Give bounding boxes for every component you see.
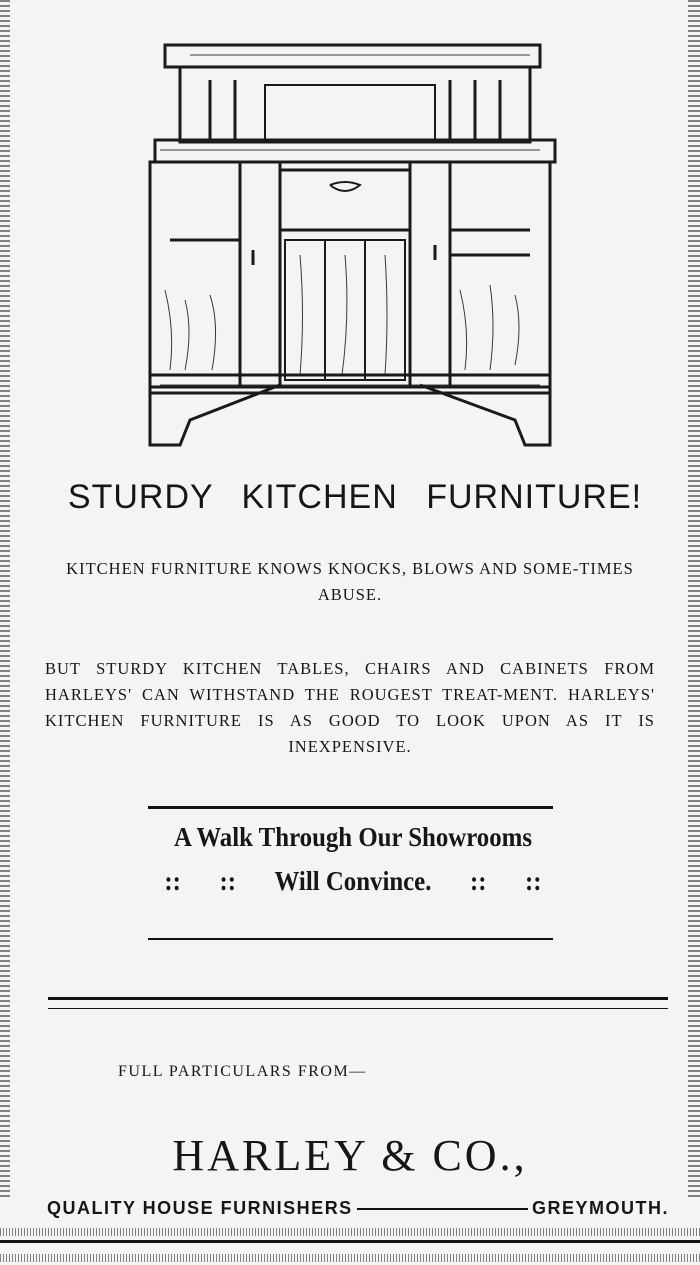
tagline-left: QUALITY HOUSE FURNISHERS xyxy=(47,1198,353,1218)
full-particulars: FULL PARTICULARS FROM— xyxy=(118,1063,367,1080)
right-column-rule xyxy=(688,0,700,1200)
showroom-convince: Will Convince. xyxy=(274,866,432,896)
bottom-rule-heavy xyxy=(0,1240,700,1243)
paragraph-sturdy: BUT STURDY KITCHEN TABLES, CHAIRS AND CABINETS FROM HARLEYS' CAN WITHSTAND THE ROUGEST TREAT-MENT. HARLEYS' KITCHEN FURNITURE IS AS GOOD TO LOOK UPON AS IT IS INEXPENSIVE. xyxy=(45,659,655,756)
tagline xyxy=(47,1198,669,1219)
left-column-rule xyxy=(0,0,10,1200)
bottom-dotted-rule-2 xyxy=(0,1254,700,1262)
showroom-rule-bottom xyxy=(148,938,553,940)
separator-right-2: :: xyxy=(525,866,542,896)
showroom-line-1: A Walk Through Our Showrooms xyxy=(173,822,533,852)
separator-right-1: :: xyxy=(469,866,487,896)
bottom-dotted-rule xyxy=(0,1228,700,1236)
showroom-line-2 xyxy=(164,866,541,897)
kitchen-cabinet-illustration xyxy=(140,40,560,450)
separator-left-2: :: xyxy=(219,866,237,896)
headline: STURDY KITCHEN FURNITURE! xyxy=(67,478,643,516)
company-name: HARLEY & CO., xyxy=(172,1131,528,1180)
section-rule-top xyxy=(48,997,668,1000)
showroom-rule-top xyxy=(148,806,553,809)
paragraph-knocks: KITCHEN FURNITURE KNOWS KNOCKS, BLOWS AND SOME-TIMES ABUSE. xyxy=(66,559,634,604)
tagline-right: GREYMOUTH. xyxy=(531,1198,669,1218)
section-rule-thin xyxy=(48,1008,668,1009)
separator-left-1: :: xyxy=(164,866,181,896)
tagline-dash xyxy=(357,1208,528,1210)
